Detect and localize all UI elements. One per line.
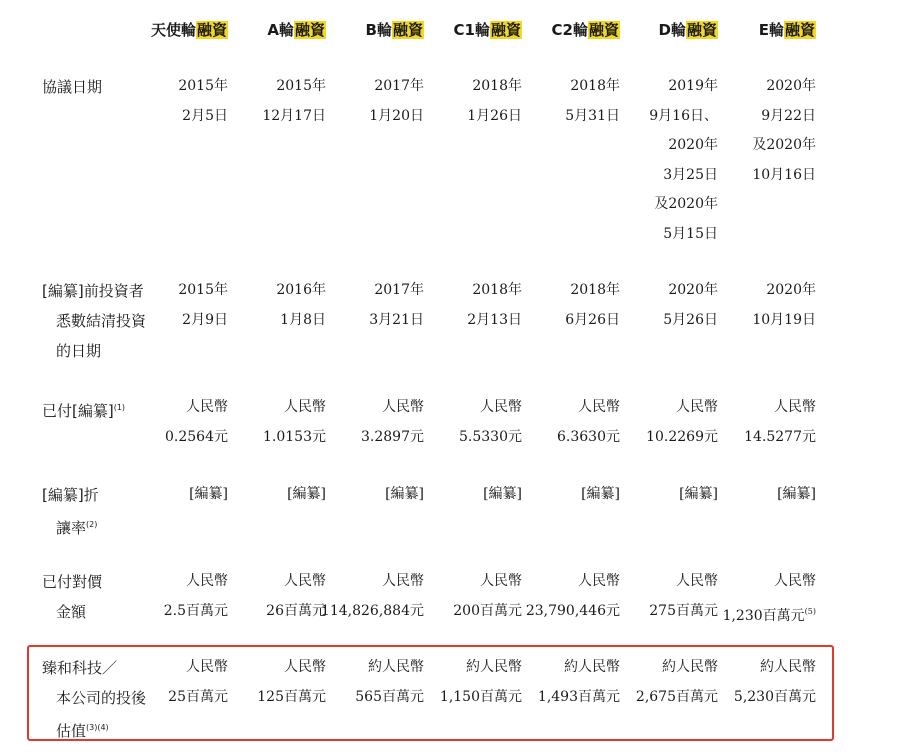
cell-line: 0.2564元	[165, 428, 228, 445]
cell-line: 12月17日	[262, 107, 326, 124]
cell-line: 約人民幣	[662, 659, 718, 675]
cell-line: 3月25日	[663, 166, 718, 183]
row-label	[42, 72, 102, 102]
footnote-marker: (1)	[113, 403, 126, 412]
cell-line: 10月16日	[752, 166, 816, 183]
cell-line: 約人民幣	[760, 659, 816, 675]
cell-line: 人民幣	[284, 399, 326, 415]
cell-line: 3月21日	[369, 311, 424, 328]
cell-line: 人民幣	[774, 573, 816, 589]
cell-line: 人民幣	[676, 573, 718, 589]
cell-line: 565百萬元	[355, 688, 424, 705]
column-header	[412, 20, 522, 40]
cell-line: 人民幣	[578, 399, 620, 415]
column-header-prefix: A輪	[267, 21, 294, 39]
column-header-highlight: 融資	[196, 21, 227, 39]
cell-line: 9月22日	[761, 107, 816, 124]
cell-line: 2020年	[668, 282, 718, 298]
cell-line: 2020年	[668, 137, 718, 153]
row-label-line: [編纂]折	[42, 486, 99, 504]
column-header-highlight: 融資	[294, 21, 325, 39]
cell-line: 3.2897元	[361, 428, 424, 445]
cell-line: 2018年	[472, 282, 522, 298]
table-cell	[686, 480, 816, 510]
cell-line: 1.0153元	[263, 428, 326, 445]
table-cell	[686, 393, 816, 452]
row-label-line: 悉數結清投資	[56, 312, 147, 330]
column-header-prefix: B輪	[365, 21, 392, 39]
cell-line: 1,493百萬元	[537, 688, 620, 705]
cell-line: 200百萬元	[453, 602, 522, 619]
cell-line: 人民幣	[284, 659, 326, 675]
row-label-line: 讓率$^{(2)}$	[56, 519, 98, 537]
cell-line: [編纂]	[581, 486, 620, 502]
cell-line: [編纂]	[385, 486, 424, 502]
row-label-line: [編纂]前投資者	[42, 282, 144, 300]
cell-line: 14.5277元	[744, 428, 816, 445]
row-label-line: 的日期	[56, 342, 102, 360]
footnote-marker: (3)(4)	[86, 723, 109, 732]
cell-line: 人民幣	[186, 573, 228, 589]
cell-line: 9月16日、	[649, 107, 718, 124]
column-header	[706, 20, 816, 40]
cell-line: 2020年	[766, 78, 816, 94]
cell-line: 人民幣	[774, 399, 816, 415]
cell-line: [編纂]	[287, 486, 326, 502]
column-header-prefix: E輪	[758, 21, 784, 39]
column-header	[510, 20, 620, 40]
cell-line: 2018年	[472, 78, 522, 94]
column-header	[608, 20, 718, 40]
cell-line: [編纂]	[777, 486, 816, 502]
cell-line: 2015年	[178, 78, 228, 94]
valuation-highlight-box	[27, 645, 834, 741]
cell-line: 26百萬元	[266, 602, 326, 619]
cell-line: 約人民幣	[564, 659, 620, 675]
cell-line: 人民幣	[480, 573, 522, 589]
cell-line: 114,826,884元	[320, 602, 424, 619]
cell-line: 2018年	[570, 282, 620, 298]
column-header-prefix: D輪	[658, 21, 686, 39]
cell-line: 及2020年	[752, 137, 816, 153]
cell-line: 約人民幣	[368, 659, 424, 675]
cell-line: 5月31日	[565, 107, 620, 124]
cell-line: 5月26日	[663, 311, 718, 328]
cell-line: 2018年	[570, 78, 620, 94]
cell-line: 2016年	[276, 282, 326, 298]
cell-line: 人民幣	[676, 399, 718, 415]
cell-line: 約人民幣	[466, 659, 522, 675]
row-label-line: 已付[編纂]$^{(1)}$	[42, 402, 126, 420]
cell-line: 2017年	[374, 78, 424, 94]
row-label-line: 已付對價	[42, 573, 103, 591]
cell-line: 1,150百萬元	[439, 688, 522, 705]
table-cell	[686, 567, 816, 631]
column-header	[314, 20, 424, 40]
column-header-highlight: 融資	[784, 21, 815, 39]
cell-line: 10.2269元	[646, 428, 718, 445]
cell-line: 2,675百萬元	[635, 688, 718, 705]
cell-line: 人民幣	[186, 659, 228, 675]
column-header	[216, 20, 326, 40]
cell-line: 5.5330元	[459, 428, 522, 445]
cell-line: 6月26日	[565, 311, 620, 328]
cell-line: 2019年	[668, 78, 718, 94]
cell-line: 2020年	[766, 282, 816, 298]
column-header	[118, 20, 228, 40]
cell-line: 1月20日	[369, 107, 424, 124]
column-header-highlight: 融資	[392, 21, 423, 39]
cell-line: 2月9日	[182, 311, 228, 328]
cell-line: 10月19日	[752, 311, 816, 328]
row-label	[42, 567, 102, 627]
cell-line: 25百萬元	[168, 688, 228, 705]
cell-line: 人民幣	[284, 573, 326, 589]
table-cell	[686, 72, 816, 190]
cell-line: 5月15日	[663, 225, 718, 242]
column-header-highlight: 融資	[588, 21, 619, 39]
column-header-prefix: C1輪	[453, 21, 490, 39]
row-label-line: 臻和科技／	[42, 659, 118, 677]
column-header-prefix: C2輪	[551, 21, 588, 39]
cell-line: 2月5日	[182, 107, 228, 124]
cell-line: 人民幣	[382, 399, 424, 415]
cell-line: 1月8日	[280, 311, 326, 328]
cell-line: 2017年	[374, 282, 424, 298]
cell-line: 2015年	[276, 78, 326, 94]
cell-line: 人民幣	[382, 573, 424, 589]
cell-line: 125百萬元	[257, 688, 326, 705]
column-header-highlight: 融資	[490, 21, 521, 39]
cell-line: 1月26日	[467, 107, 522, 124]
row-label	[42, 480, 99, 543]
cell-line: [編纂]	[189, 486, 228, 502]
cell-line: [編纂]	[483, 486, 522, 502]
cell-line: 2.5百萬元	[163, 602, 228, 619]
cell-line: 1,230百萬元$^{(5)}$	[722, 606, 816, 624]
cell-line: [編纂]	[679, 486, 718, 502]
cell-line: 人民幣	[578, 573, 620, 589]
footnote-marker: (5)	[804, 606, 816, 616]
row-label-line: 本公司的投後	[56, 689, 147, 707]
column-header-prefix: 天使輪	[150, 21, 196, 39]
cell-line: 23,790,446元	[525, 602, 620, 619]
cell-line: 275百萬元	[649, 602, 718, 619]
cell-line: 2015年	[178, 282, 228, 298]
cell-line: 人民幣	[186, 399, 228, 415]
row-label-line: 估值$^{(3)(4)}$	[56, 722, 109, 740]
row-label-line: 金額	[56, 603, 87, 621]
cell-line: 5,230百萬元	[733, 688, 816, 705]
cell-line: 及2020年	[654, 196, 718, 212]
cell-line: 2月13日	[467, 311, 522, 328]
cell-line: 人民幣	[480, 399, 522, 415]
table-cell	[686, 276, 816, 335]
row-label-line: 協議日期	[42, 78, 103, 96]
footnote-marker: (2)	[86, 520, 98, 529]
cell-line: 6.3630元	[557, 428, 620, 445]
column-header-highlight: 融資	[686, 21, 717, 39]
